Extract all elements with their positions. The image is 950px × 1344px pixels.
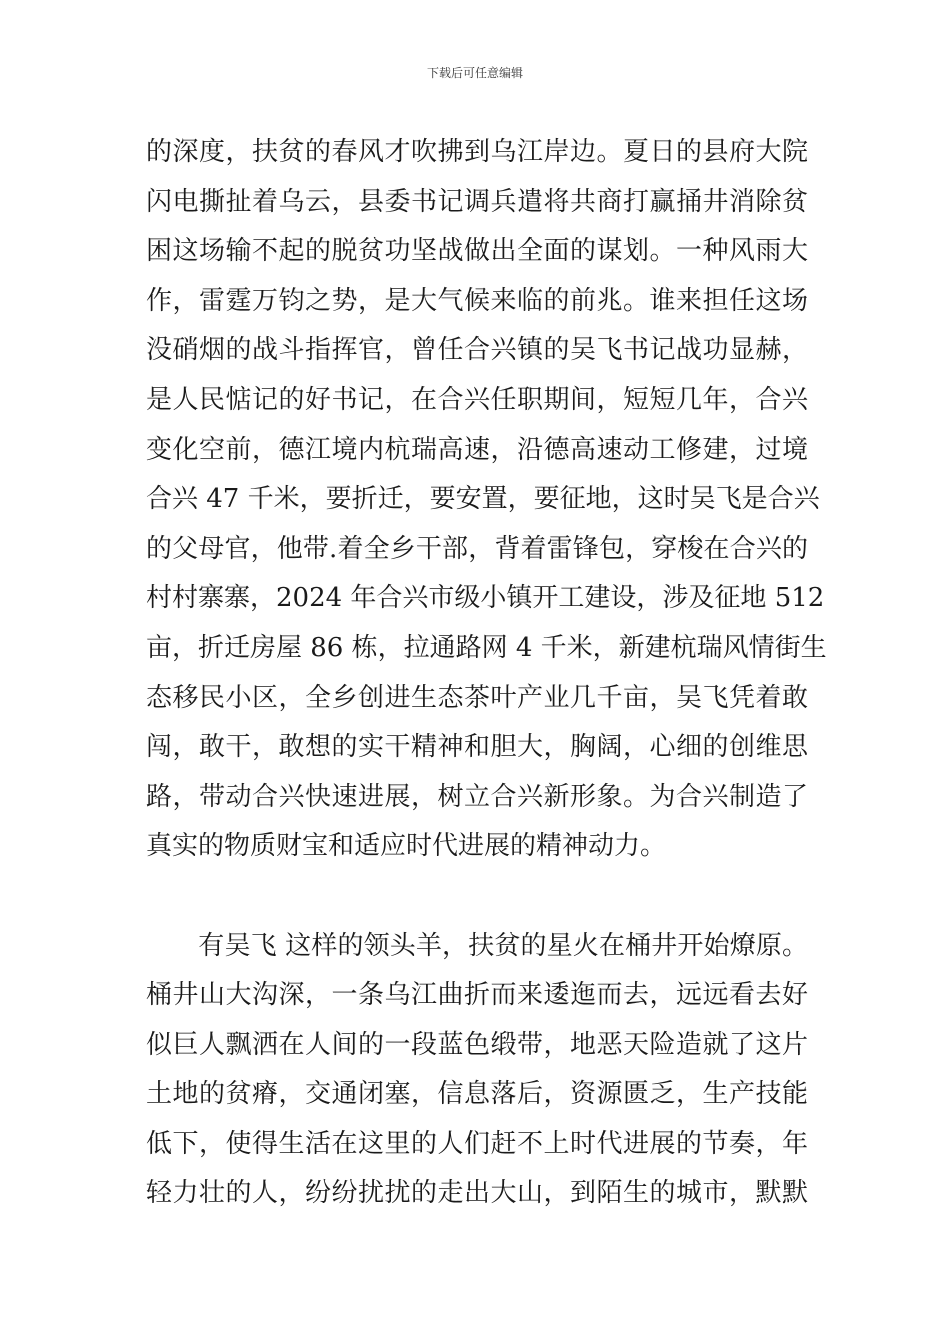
text-line: 是人民惦记的好书记，在合兴任职期间，短短几年，合兴	[146, 384, 808, 415]
text-line: 困这场输不起的脱贫功坚战做出全面的谋划。一种风雨大	[146, 236, 808, 267]
text-line: 土地的贫瘠，交通闭塞，信息落后，资源匮乏，生产技能	[146, 1079, 808, 1110]
text-line: 变化空前，德江境内杭瑞高速，沿德高速动工修建，过境	[146, 434, 808, 465]
text-line: 合兴 47 千米，要折迁，要安置，要征地，这时吴飞是合兴	[146, 484, 820, 515]
text-line: 亩，折迁房屋 86 栋，拉通路网 4 千米，新建杭瑞风情街生	[146, 632, 827, 663]
paragraph-1	[146, 128, 827, 872]
document-body	[146, 128, 827, 1219]
paragraph-spacer	[146, 872, 808, 922]
text-line: 桶井山大沟深，一条乌江曲折而来逶迤而去，远远看去好	[146, 980, 808, 1011]
text-line: 的深度，扶贫的春风才吹拂到乌江岸边。夏日的县府大院	[146, 137, 808, 167]
text-line: 路，带动合兴快速进展，树立合兴新形象。为合兴制造了	[146, 781, 808, 812]
page-header: 下载后可任意编辑	[426, 66, 523, 80]
text-line: 闪电撕扯着乌云，县委书记调兵遣将共商打赢捅井消除贫	[146, 186, 808, 217]
text-line: 轻力壮的人，纷纷扰扰的走出大山，到陌生的城市，默默	[146, 1178, 808, 1209]
text-line: 没硝烟的战斗指挥官，曾任合兴镇的吴飞书记战功显赫，	[146, 335, 808, 366]
text-line: 村村寨寨，2024 年合兴市级小镇开工建设，涉及征地 512	[146, 583, 825, 614]
text-line: 有吴飞 这样的领头羊，扶贫的星火在桶井开始燎原。	[146, 930, 808, 961]
text-line: 真实的物质财宝和适应时代进展的精神动力。	[146, 831, 667, 862]
paragraph-2	[146, 922, 808, 1220]
text-line: 作，雷霆万钧之势，是大气候来临的前兆。谁来担任这场	[146, 285, 808, 316]
text-line: 低下，使得生活在这里的人们赶不上时代进展的节奏，年	[146, 1128, 808, 1159]
text-line: 似巨人飘洒在人间的一段蓝色缎带，地恶天险造就了这片	[146, 1029, 808, 1060]
text-line: 闯，敢干，敢想的实干精神和胆大，胸阔，心细的创维思	[146, 732, 808, 763]
text-line: 的父母官，他带.着全乡干部，背着雷锋包，穿梭在合兴的	[146, 533, 808, 564]
text-line: 态移民小区，全乡创进生态茶叶产业几千亩，吴飞凭着敢	[146, 682, 808, 713]
